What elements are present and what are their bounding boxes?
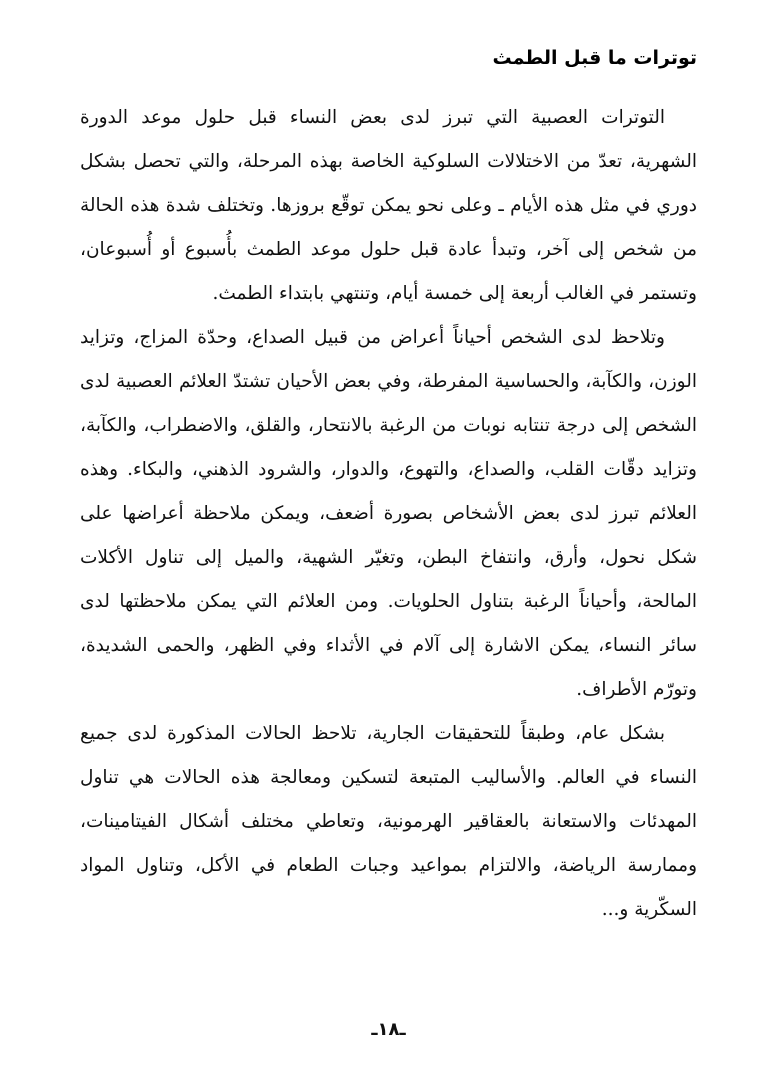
paragraph-2: وتلاحظ لدى الشخص أحياناً أعراض من قبيل الصداع، وحدّة المزاج، وتزايد الوزن، والكآبة، والحساسية المفرطة، وفي بعض الأحيان تشتدّ العلائم العصبية لدى الشخص إلى درجة تنتابه نوبات من الرغبة بالانتحار، والقلق، والاضطراب، والكآبة، وتزايد دقّات القلب، والصداع، والتهوع، والدوار، والشرود الذهني، والبكاء. وهذه العلائم تبرز لدى بعض الأشخاص بصورة أضعف، ويمكن ملاحظة أعراضها على شكل نحول، وأرق، وانتفاخ البطن، وتغيّر الشهية، والميل إلى تناول الأكلات المالحة، وأحياناً الرغبة بتناول الحلويات. ومن العلائم التي يمكن ملاحظتها لدى سائر النساء، يمكن الاشارة إلى آلام في الأثداء وفي الظهر، والحمى الشديدة، وتورّم الأطراف.: [80, 327, 697, 700]
paragraph-1: التوترات العصبية التي تبرز لدى بعض النساء قبل حلول موعد الدورة الشهرية، تعدّ من الاختلالات السلوكية الخاصة بهذه المرحلة، والتي تحصل بشكل دوري في مثل هذه الأيام ـ وعلى نحو يمكن توقّع بروزها. وتختلف شدة هذه الحالة من شخص إلى آخر، وتبدأ عادة قبل حلول موعد الطمث بأُسبوع أو أُسبوعان، وتستمر في الغالب أربعة إلى خمسة أيام، وتنتهي بابتداء الطمث.: [80, 107, 697, 304]
body-text: [80, 96, 697, 932]
paragraph-3: بشكل عام، وطبقاً للتحقيقات الجارية، تلاحظ الحالات المذكورة لدى جميع النساء في العالم. والأساليب المتبعة لتسكين ومعالجة هذه الحالات هي تناول المهدئات والاستعانة بالعقاقير الهرمونية، وتعاطي مختلف أشكال الفيتامينات، وممارسة الرياضة، والالتزام بمواعيد وجبات الطعام في الأكل، وتناول المواد السكّرية و...: [80, 723, 697, 920]
section-heading: توترات ما قبل الطمث: [492, 47, 697, 69]
page-number: ـ١٨ـ: [371, 1019, 406, 1040]
